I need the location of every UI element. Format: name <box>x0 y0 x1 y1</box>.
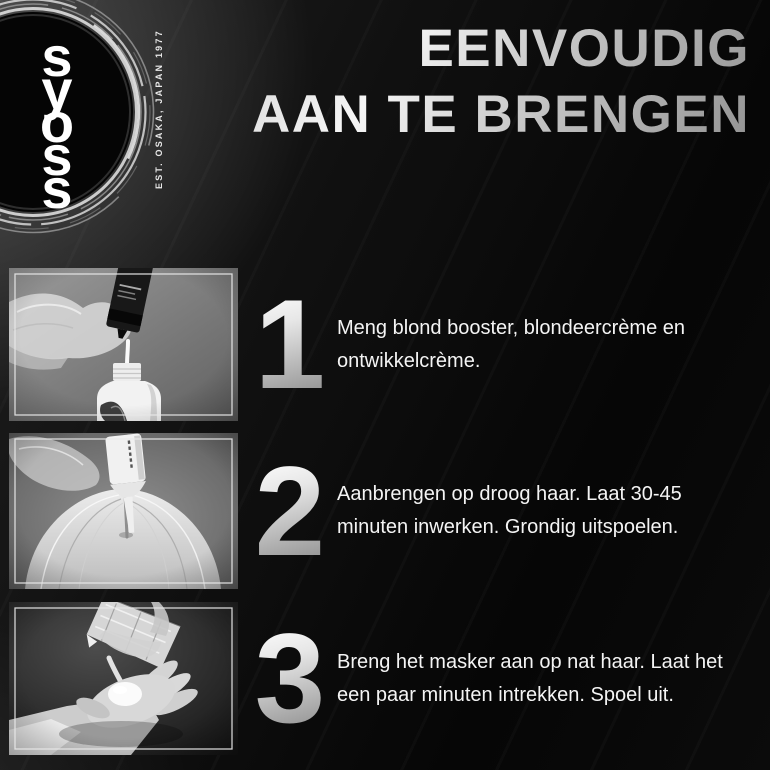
step-1-number: 1 <box>251 281 329 408</box>
page-title-line1: EENVOUDIG <box>418 19 750 78</box>
step-1-photo <box>9 268 238 421</box>
page-title-line2: AAN TE BRENGEN <box>251 85 750 144</box>
step-1-photo-illustration <box>9 268 238 421</box>
step-1-text: Meng blond booster, blondeercrème en ontwikkelcrème. <box>337 316 686 372</box>
step-2-number: 2 <box>251 448 329 575</box>
step-2-photo-illustration <box>9 433 238 589</box>
step-row-1 <box>0 268 770 421</box>
step-3-number: 3 <box>251 615 329 742</box>
syoss-logo-tagline: EST. OSAKA, JAPAN 1977 <box>154 29 164 189</box>
page-title <box>252 16 750 148</box>
step-2-photo <box>9 433 238 589</box>
step-3-text: Breng het masker aan op nat haar. Laat het een paar minuten intrekken. Spoel uit. <box>337 650 723 706</box>
step-3-photo <box>9 602 238 755</box>
step-2-text: Aanbrengen op droog haar. Laat 30-45 minuten inwerken. Grondig uitspoelen. <box>337 483 682 538</box>
step-3-photo-illustration <box>9 602 238 755</box>
step-row-2 <box>0 433 770 589</box>
syoss-logo-wordmark: syoss <box>39 25 75 220</box>
step-row-3 <box>0 602 770 755</box>
